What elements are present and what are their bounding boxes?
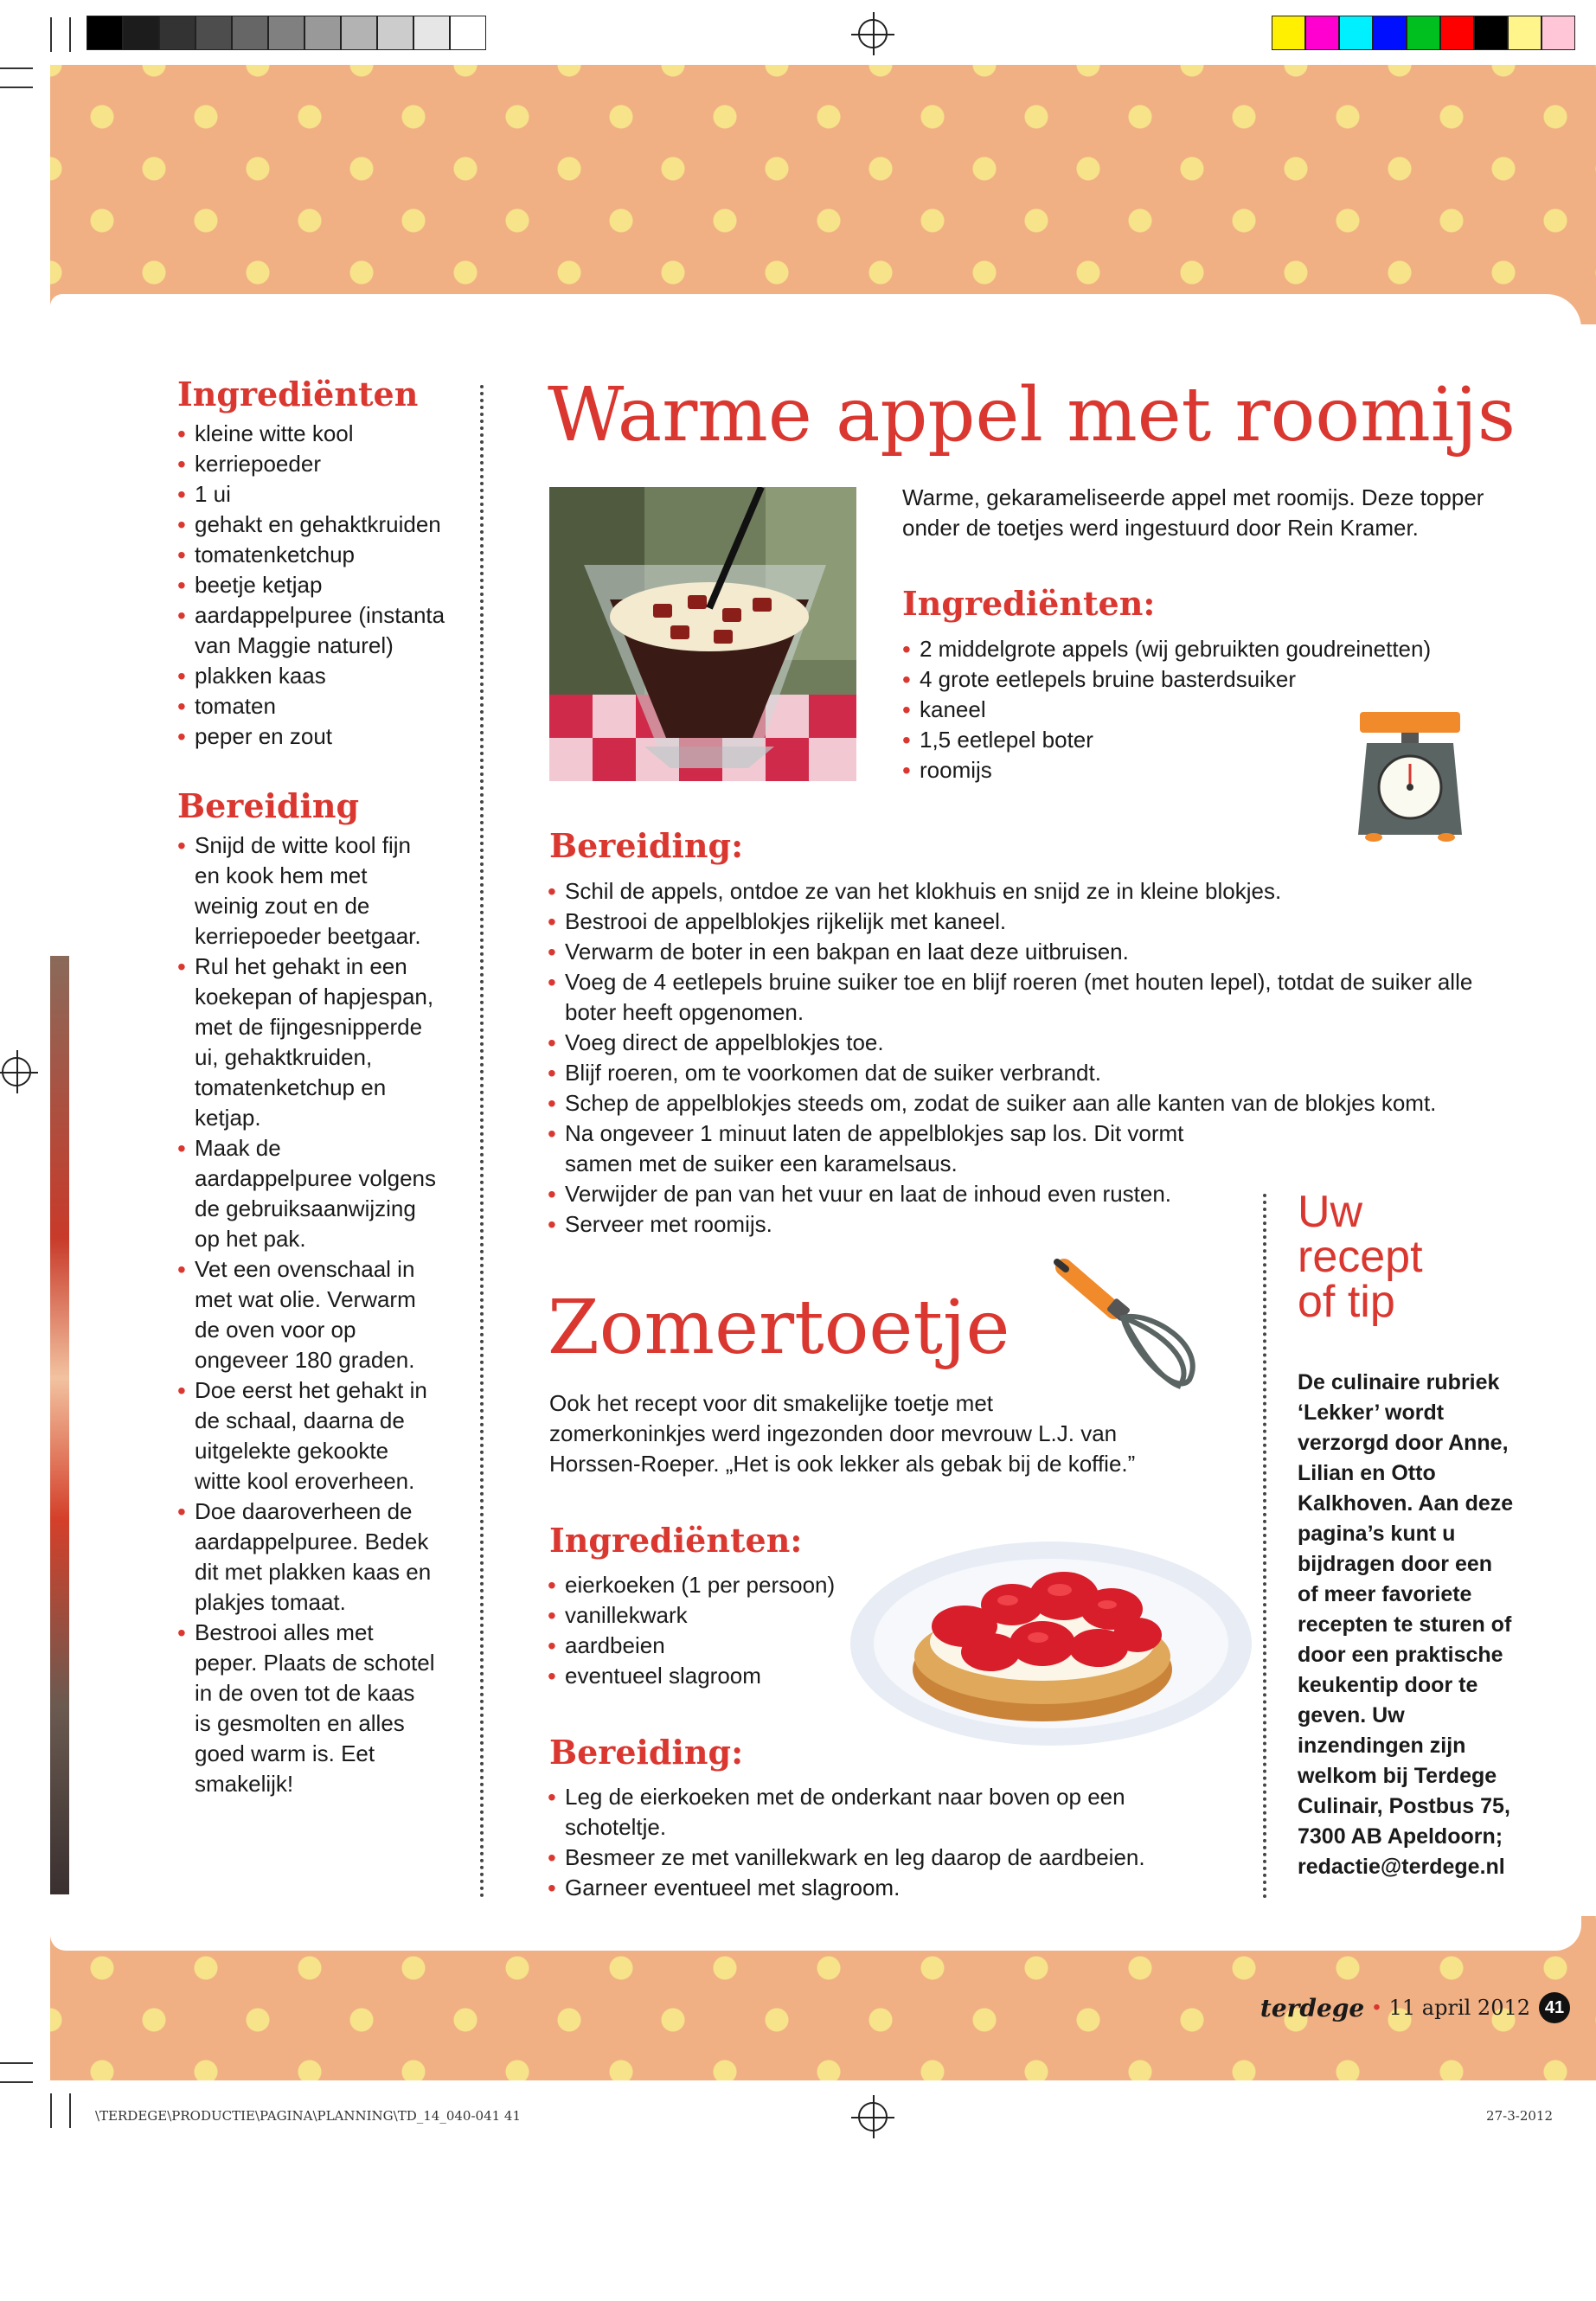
- left-preparation-list: [177, 830, 437, 1799]
- kitchen-scale-icon: [1349, 705, 1471, 843]
- list-item: • beetje ketjap: [177, 570, 471, 600]
- strawberry-cake-photo: [843, 1514, 1254, 1752]
- list-item: • Blijf roeren, om te voorkomen dat de suiker verbrandt.: [548, 1058, 1516, 1088]
- list-item: • tomatenketchup: [177, 540, 471, 570]
- column-divider-left: [480, 385, 484, 1899]
- left-column: [177, 375, 471, 1799]
- crop-mark: [0, 2081, 33, 2083]
- tip-title-line: of tip: [1298, 1277, 1395, 1327]
- list-item: • Verwijder de pan van het vuur en laat de inhoud even rusten.: [548, 1179, 1516, 1209]
- left-edge-photo-strip: [50, 956, 69, 1894]
- list-item: • Schil de appels, ontdoe ze van het klokhuis en snijd ze in kleine blokjes.: [548, 876, 1516, 907]
- left-ingredients-list: [177, 419, 471, 752]
- list-item: • Na ongeveer 1 minuut laten de appelblokjes sap los. Dit vormt samen met de suiker een karamelsaus.: [548, 1118, 1188, 1179]
- list-item: • Snijd de witte kool fijn en kook hem met weinig zout en de kerriepoeder beetgaar.: [177, 830, 437, 952]
- list-item: • Verwarm de boter in een bakpan en laat deze uitbruisen.: [548, 937, 1516, 967]
- left-preparation-heading: Bereiding: [177, 786, 360, 825]
- list-item: • Serveer met roomijs.: [548, 1209, 1516, 1240]
- footer-separator: •: [1373, 1996, 1381, 2019]
- recipe1-ingredients-heading: Ingrediënten:: [902, 584, 1156, 623]
- recipe2-preparation-list: [548, 1782, 1222, 1903]
- recipe1-intro: Warme, gekarameliseerde appel met roomijs. Deze topper onder de toetjes werd ingestuurd door Rein Kramer.: [902, 484, 1484, 541]
- list-item: • tomaten: [177, 691, 471, 721]
- list-item: • Bestrooi de appelblokjes rijkelijk met kaneel.: [548, 907, 1516, 937]
- list-item: • Schep de appelblokjes steeds om, zodat de suiker aan alle kanten van de blokjes komt.: [548, 1088, 1516, 1118]
- list-item: • Leg de eierkoeken met de onderkant naar boven op een schoteltje.: [548, 1782, 1188, 1843]
- recipe2-title: Zomertoetje: [548, 1285, 1010, 1371]
- list-item: • eventueel slagroom: [548, 1661, 859, 1691]
- list-item: • peper en zout: [177, 721, 471, 752]
- list-item: • 1 ui: [177, 479, 471, 510]
- list-item: • Garneer eventueel met slagroom.: [548, 1873, 1222, 1903]
- registration-mark-bottom-icon: [858, 2102, 888, 2131]
- list-item: • Rul het gehakt in een koekepan of hapjespan, met de fijngesnipperde ui, gehaktkruiden, tomatenketchup en ketjap.: [177, 952, 437, 1133]
- list-item: • 2 middelgrote appels (wij gebruikten goudreinetten): [902, 634, 1542, 664]
- list-item: • aardappelpuree (instanta van Maggie naturel): [177, 600, 471, 661]
- registration-mark-top-icon: [858, 19, 888, 48]
- list-item: • Vet een ovenschaal in met wat olie. Verwarm de oven voor op ongeveer 180 graden.: [177, 1254, 437, 1375]
- list-item: • eierkoeken (1 per persoon): [548, 1570, 859, 1600]
- list-item: • roomijs: [902, 755, 1542, 785]
- list-item: • kerriepoeder: [177, 449, 471, 479]
- list-item: • Besmeer ze met vanillekwark en leg daarop de aardbeien.: [548, 1843, 1222, 1873]
- list-item: • Maak de aardappelpuree volgens de gebruiksaanwijzing op het pak.: [177, 1133, 437, 1254]
- tip-body: De culinaire rubriek ‘Lekker’ wordt verzorgd door Anne, Lilian en Otto Kalkhoven. Aan deze pagina’s kunt u bijdragen door een of meer favoriete recepten te sturen of door een praktische keukentip door te geven. Uw inzendingen zijn welkom bij Terdege Culinair, Postbus 75, 7300 AB Apeldoorn; redactie@terdege.nl: [1298, 1370, 1514, 1879]
- list-item: • 4 grote eetlepels bruine basterdsuiker: [902, 664, 1542, 695]
- print-slug-path: \TERDEGE\PRODUCTIE\PAGINA\PLANNING\TD_14_040-041 41: [95, 2108, 522, 2124]
- list-item: • gehakt en gehaktkruiden: [177, 510, 471, 540]
- tip-title-line: Uw: [1298, 1187, 1363, 1237]
- left-ingredients-heading: Ingrediënten: [177, 375, 419, 413]
- list-item: • kaneel: [902, 695, 1542, 725]
- list-item: • 1,5 eetlepel boter: [902, 725, 1542, 755]
- crop-mark: [0, 67, 33, 69]
- list-item: • Doe eerst het gehakt in de schaal, daarna de uitgelekte gekookte witte kool eroverheen.: [177, 1375, 437, 1497]
- recipe1-preparation-heading: Bereiding:: [549, 826, 744, 865]
- recipe2-ingredients-heading: Ingrediënten:: [549, 1521, 803, 1560]
- list-item: • Doe daaroverheen de aardappelpuree. Bedek dit met plakken kaas en plakjes tomaat.: [177, 1497, 437, 1618]
- list-item: • vanillekwark: [548, 1600, 859, 1631]
- tip-title: [1298, 1187, 1522, 1327]
- crop-mark: [0, 2062, 33, 2064]
- top-dotted-band: [50, 65, 1596, 324]
- crop-mark: [69, 17, 71, 52]
- print-slug-date: 27-3-2012: [1486, 2108, 1553, 2124]
- column-divider-right: [1263, 1194, 1266, 1899]
- recipe2-preparation-heading: Bereiding:: [549, 1733, 744, 1772]
- crop-mark: [50, 17, 52, 52]
- crop-mark: [0, 87, 33, 88]
- page-number-badge: 41: [1539, 1992, 1570, 2023]
- list-item: • Bestrooi alles met peper. Plaats de schotel in de oven tot de kaas is gesmolten en alles goed warm is. Eet smakelijk!: [177, 1618, 437, 1799]
- recipe2-intro: Ook het recept voor dit smakelijke toetje met zomerkoninkjes werd ingezonden door mevrouw L.J. van Horssen-Roeper. „Het is ook lekker als gebak bij de koffie.”: [549, 1390, 1136, 1477]
- brand-logo: terdege: [1259, 1993, 1365, 2022]
- crop-mark: [69, 2093, 71, 2128]
- list-item: • plakken kaas: [177, 661, 471, 691]
- recipe1-preparation-list: [548, 876, 1516, 1240]
- list-item: • Voeg direct de appelblokjes toe.: [548, 1028, 1516, 1058]
- recipe1-title: Warme appel met roomijs: [548, 372, 1516, 458]
- page-footer: [1260, 1992, 1570, 2023]
- whisk-icon: [1047, 1250, 1211, 1397]
- list-item: • kleine witte kool: [177, 419, 471, 449]
- tip-box: [1298, 1189, 1522, 1882]
- registration-mark-left-icon: [2, 1057, 31, 1086]
- crop-mark: [50, 2093, 52, 2128]
- recipe2-ingredients-list: [548, 1570, 859, 1691]
- tip-title-line: recept: [1298, 1232, 1423, 1282]
- footer-date: 11 april 2012: [1388, 1996, 1530, 2020]
- list-item: • aardbeien: [548, 1631, 859, 1661]
- dessert-glass-photo: [549, 487, 856, 781]
- list-item: • Voeg de 4 eetlepels bruine suiker toe en blijf roeren (met houten lepel), totdat de suiker alle boter heeft opgenomen.: [548, 967, 1516, 1028]
